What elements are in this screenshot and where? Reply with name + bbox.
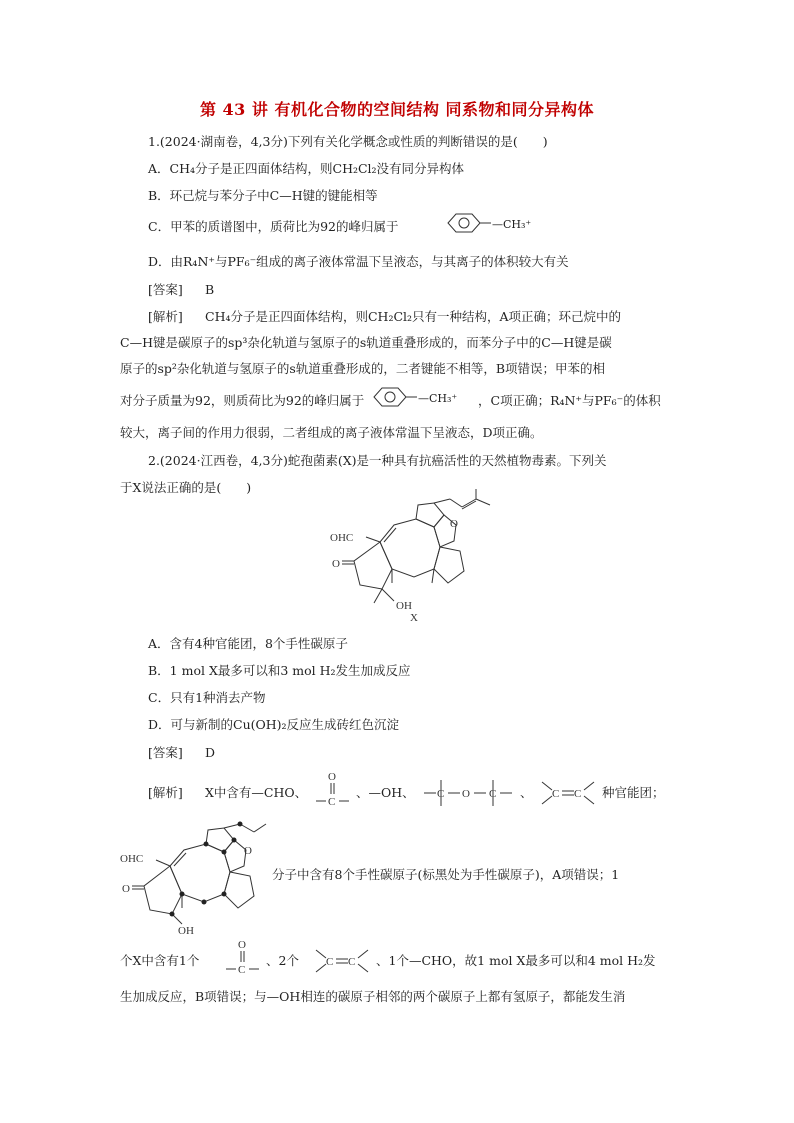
q2-analysis-1b: 、—OH、 xyxy=(356,785,415,800)
svg-text:C: C xyxy=(348,956,356,968)
q1-option-b: B．环己烷与苯分子中C—H键的键能相等 xyxy=(148,188,378,203)
q1-option-c: C．甲苯的质谱图中，质荷比为92的峰归属于 xyxy=(148,219,399,234)
q2-analysis-1c: 、 xyxy=(520,785,533,800)
svg-text:C: C xyxy=(552,788,560,800)
q1-c-group: —CH₃⁺ xyxy=(492,218,532,231)
alkene-structure-2 xyxy=(312,938,374,978)
mol-ketone-o-label: O xyxy=(332,558,340,570)
q2-analysis-3b: 、2个 xyxy=(266,953,299,968)
q1-analysis-line-1: CH₄分子是正四面体结构，则CH₂Cl₂只有一种结构，A项正确；环己烷中的 xyxy=(205,309,622,324)
q2-answer: D xyxy=(205,745,216,760)
q2-option-a: A．含有4种官能团，8个手性碳原子 xyxy=(148,636,348,651)
svg-text:C: C xyxy=(328,796,336,808)
svg-text:C: C xyxy=(326,956,334,968)
q1-analysis-line-3: 原子的sp²杂化轨道与氢原子的s轨道重叠形成的，二者键能不相等，B项错误；甲苯的相 xyxy=(120,361,606,376)
mol-oh-label: OH xyxy=(396,600,412,612)
q2-analysis-label: [解析] xyxy=(148,785,183,800)
q1-answer-label: [答案] xyxy=(148,282,183,297)
q1-analysis-line-4b: ，C项正确；R₄N⁺与PF₆⁻的体积 xyxy=(478,393,661,408)
q1-analysis-line-4a: 对分子质量为92，则质荷比为92的峰归属于 xyxy=(120,393,365,408)
q1-answer: B xyxy=(205,282,215,297)
chiral-mol-o-label: O xyxy=(122,883,130,895)
q2-analysis-1a: X中含有—CHO、 xyxy=(205,785,308,800)
svg-text:O: O xyxy=(328,771,336,783)
ether-structure xyxy=(420,770,520,810)
q2-analysis-2: 分子中含有8个手性碳原子(标黑处为手性碳原子)，A项错误；1 xyxy=(272,867,620,882)
q1-stem: 1.(2024·湖南卷，4,3分)下列有关化学概念或性质的判断错误的是( ) xyxy=(148,134,548,149)
q2-option-b: B．1 mol X最多可以和3 mol H₂发生加成反应 xyxy=(148,663,411,678)
q2-answer-label: [答案] xyxy=(148,745,183,760)
q1-option-a: A．CH₄分子是正四面体结构，则CH₂Cl₂没有同分异构体 xyxy=(148,161,465,176)
chiral-carbon-structure xyxy=(120,822,270,937)
q1-option-d: D．由R₄N⁺与PF₆⁻组成的离子液体常温下呈液态，与其离子的体积较大有关 xyxy=(148,254,569,269)
q1-analysis-group: —CH₃⁺ xyxy=(418,392,458,405)
mol-x-label: X xyxy=(410,612,418,624)
mol-ring-o-label: O xyxy=(450,518,458,530)
svg-text:C: C xyxy=(574,788,582,800)
carbonyl-structure-2 xyxy=(222,938,262,978)
q2-analysis-3a: 个X中含有1个 xyxy=(120,953,200,968)
q2-analysis-1d: 种官能团； xyxy=(602,785,665,800)
q1-analysis-line-5: 较大，离子间的作用力很弱，二者组成的离子液体常温下呈液态，D项正确。 xyxy=(120,425,543,440)
svg-text:C: C xyxy=(489,788,497,800)
svg-text:O: O xyxy=(462,788,470,800)
svg-text:O: O xyxy=(238,939,246,951)
alkene-structure xyxy=(538,770,600,810)
q2-option-d: D．可与新制的Cu(OH)₂反应生成砖红色沉淀 xyxy=(148,717,400,732)
chiral-mol-oh-label: OH xyxy=(178,925,194,937)
carbonyl-structure xyxy=(312,770,352,810)
q2-option-c: C．只有1种消去产物 xyxy=(148,690,266,705)
page-title: 第 43 讲 有机化合物的空间结构 同系物和同分异构体 xyxy=(199,100,595,119)
q1-analysis-label: [解析] xyxy=(148,309,183,324)
q2-stem-line-2: 于X说法正确的是( ) xyxy=(120,480,252,495)
q2-analysis-3c: 、1个—CHO，故1 mol X最多可以和4 mol H₂发 xyxy=(376,953,656,968)
q1-analysis-line-2: C—H键是碳原子的sp³杂化轨道与氢原子的s轨道重叠形成的，而苯分子中的C—H键是碳 xyxy=(120,335,612,350)
svg-text:C: C xyxy=(238,964,246,976)
chiral-mol-cho-label: OHC xyxy=(120,853,144,865)
q2-analysis-4: 生加成反应，B项错误；与—OH相连的碳原子相邻的两个碳原子上都有氢原子，都能发生消 xyxy=(120,989,626,1004)
ophiobolin-structure xyxy=(330,497,500,622)
chiral-mol-ring-o-label: O xyxy=(244,845,252,857)
svg-text:C: C xyxy=(437,788,445,800)
mol-cho-label: OHC xyxy=(330,532,354,544)
q2-stem-line-1: 2.(2024·江西卷，4,3分)蛇孢菌素(X)是一种具有抗癌活性的天然植物毒素。下列关 xyxy=(148,453,607,468)
